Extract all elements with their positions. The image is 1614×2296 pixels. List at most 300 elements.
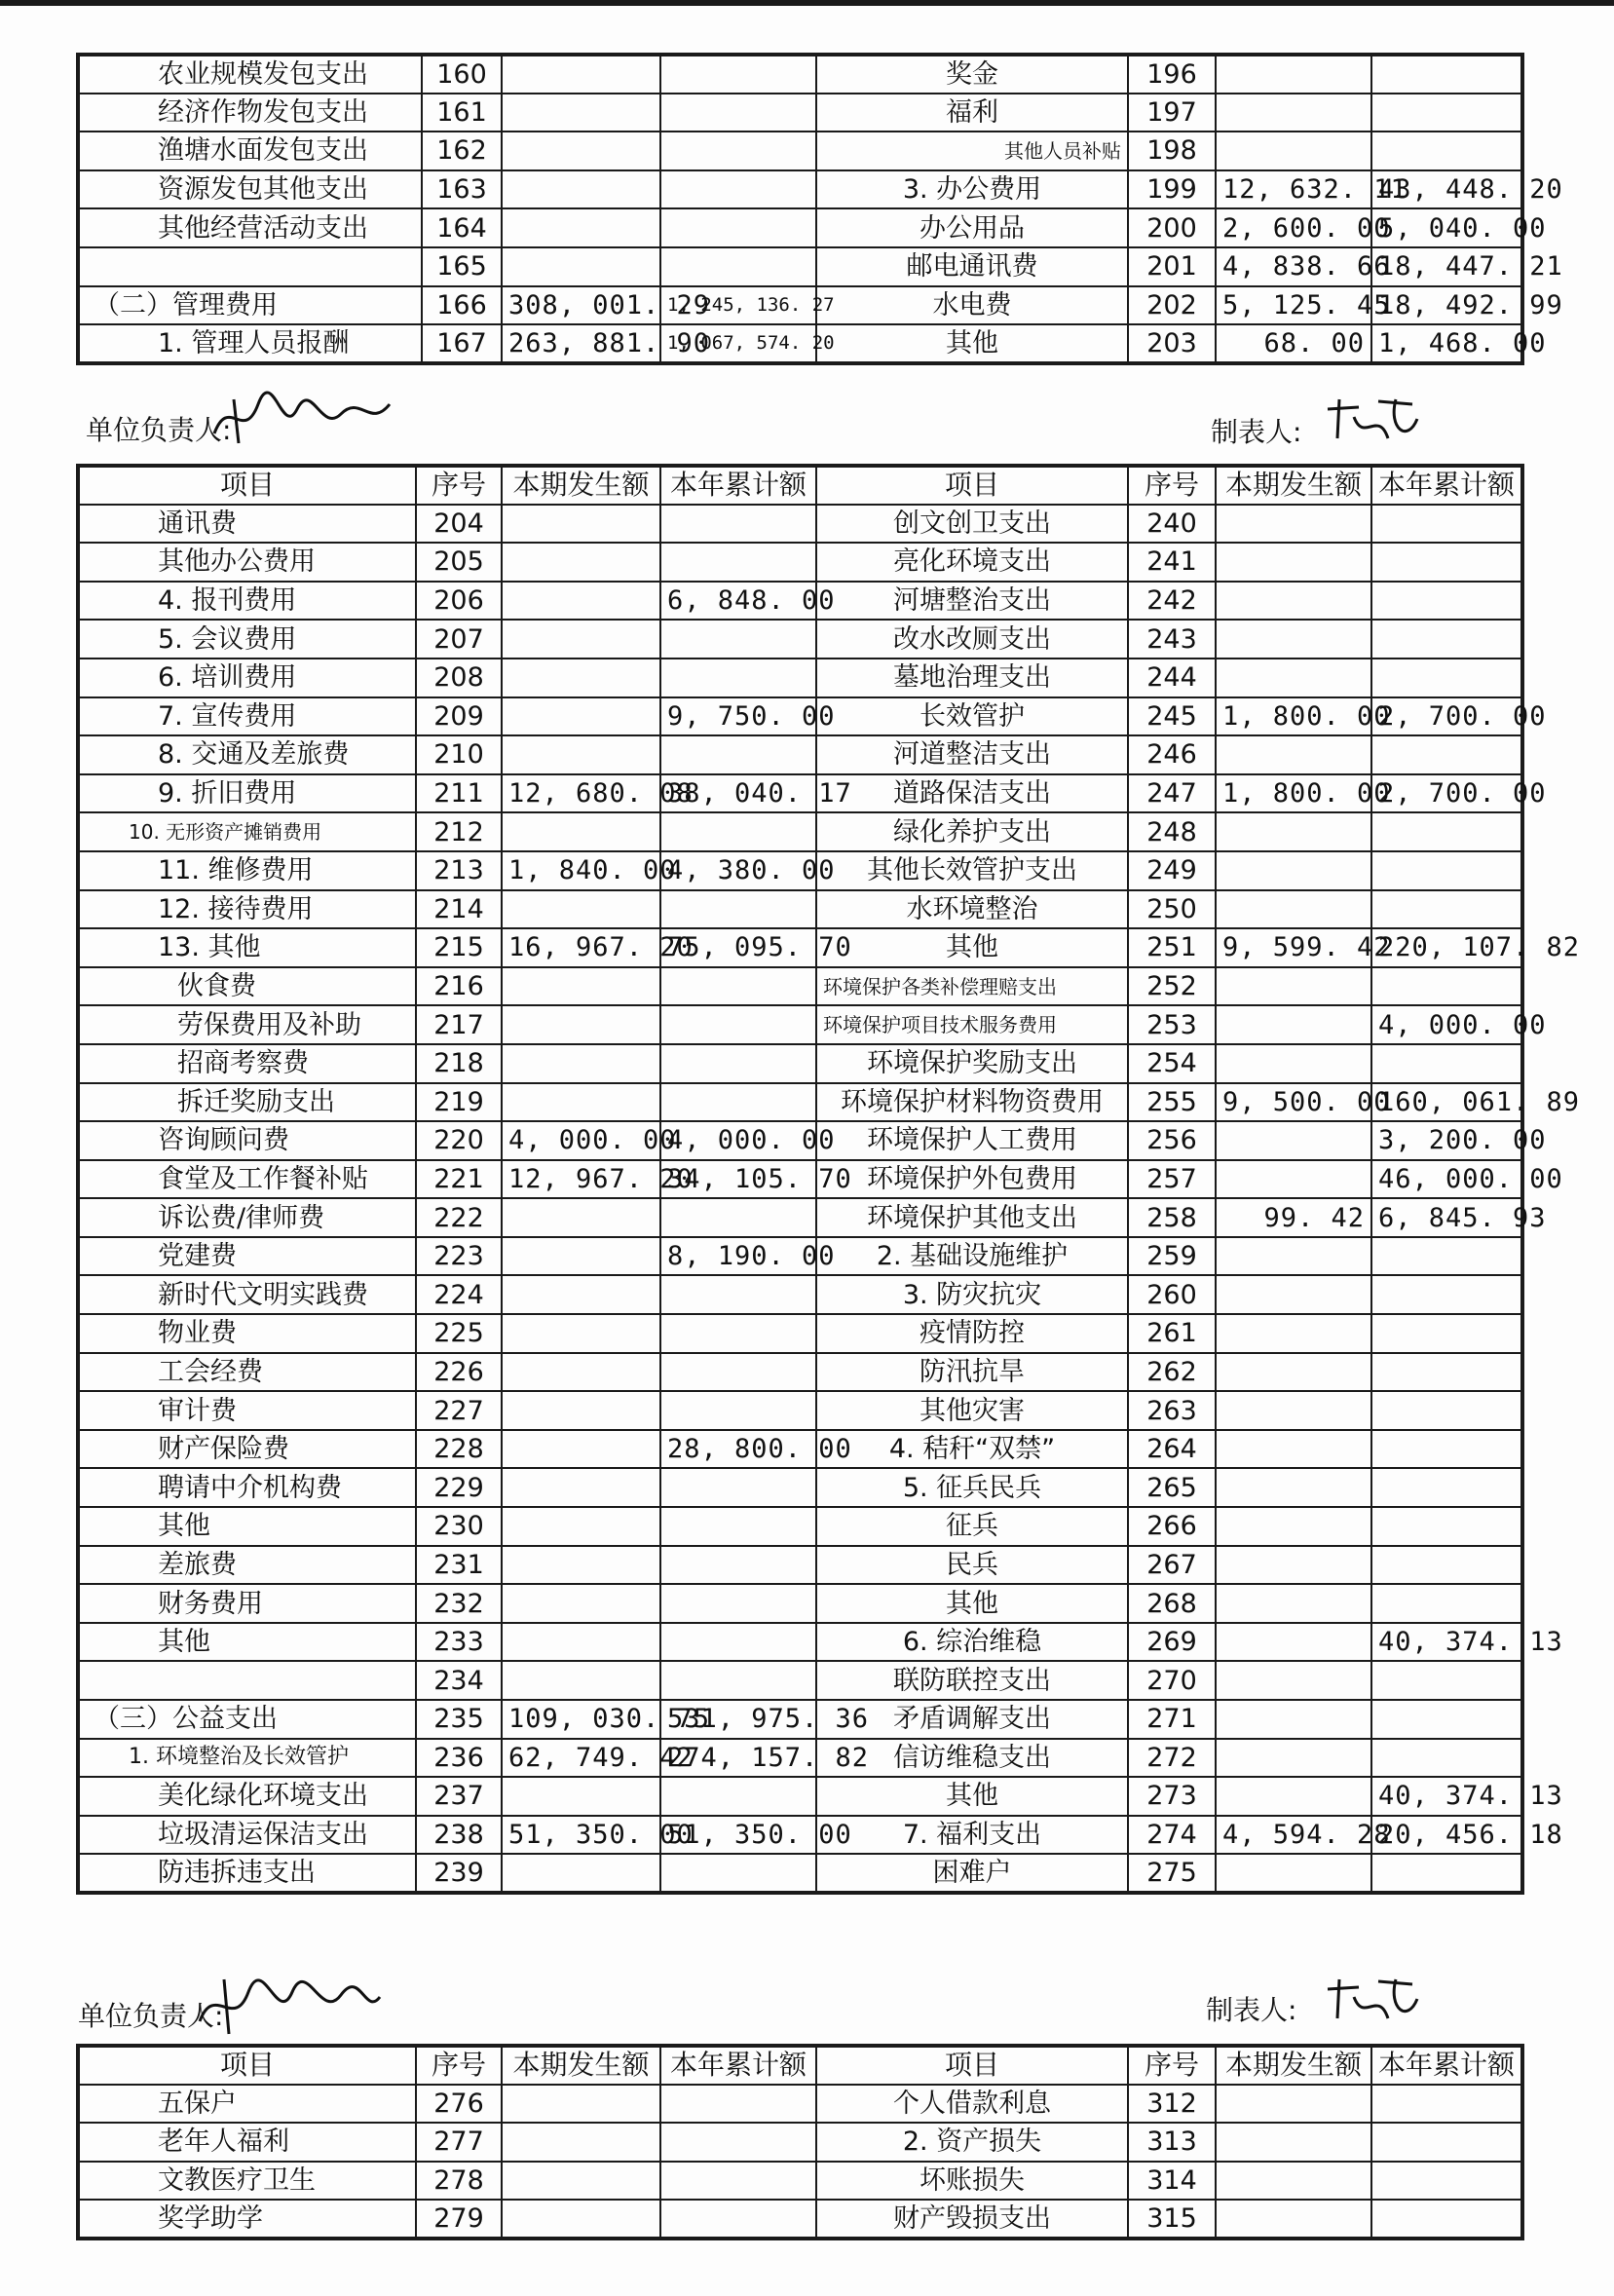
column-header-ytd: 本年累计额 — [1371, 2046, 1522, 2085]
item-name: 7. 福利支出 — [816, 1816, 1128, 1855]
item-name: 劳保费用及补助 — [78, 1005, 416, 1044]
table-row — [78, 967, 1522, 1006]
ytd-amount: 18, 447. 21 — [1371, 247, 1522, 286]
column-header-period: 本期发生额 — [1216, 466, 1371, 505]
row-number: 238 — [416, 1816, 502, 1855]
table-row — [78, 132, 1522, 170]
item-name: 伙食费 — [78, 967, 416, 1006]
period-amount: 5, 125. 45 — [1216, 286, 1371, 325]
ytd-amount: 6, 848. 00 — [660, 582, 816, 621]
ytd-amount — [1371, 1739, 1522, 1778]
period-amount — [1216, 1546, 1371, 1585]
ytd-amount — [1371, 1507, 1522, 1546]
row-number: 241 — [1128, 543, 1216, 582]
row-number: 312 — [1128, 2085, 1216, 2124]
table-row — [78, 286, 1522, 325]
table-row — [78, 1816, 1522, 1855]
table-row — [78, 851, 1522, 890]
row-number: 202 — [1128, 286, 1216, 325]
expense-table-1 — [76, 53, 1563, 365]
period-amount — [502, 1661, 660, 1700]
row-number: 239 — [416, 1854, 502, 1893]
header-row — [78, 466, 1522, 505]
row-number: 274 — [1128, 1816, 1216, 1855]
period-amount — [1216, 620, 1371, 659]
item-name: 3. 防灾抗灾 — [816, 1275, 1128, 1314]
item-name: 2. 基础设施维护 — [816, 1237, 1128, 1276]
item-name: 5. 征兵民兵 — [816, 1468, 1128, 1507]
period-amount: 308, 001. 29 — [502, 286, 660, 325]
ytd-amount: 6, 845. 93 — [1371, 1198, 1522, 1237]
ytd-amount — [1371, 1700, 1522, 1739]
period-amount — [502, 1353, 660, 1392]
row-number: 243 — [1128, 620, 1216, 659]
period-amount — [502, 132, 660, 170]
period-amount — [1216, 1160, 1371, 1199]
row-number: 232 — [416, 1584, 502, 1623]
item-name: 农业规模发包支出 — [78, 55, 422, 94]
period-amount: 9, 599. 42 — [1216, 928, 1371, 967]
period-amount — [1216, 582, 1371, 621]
table-row — [78, 1353, 1522, 1392]
item-name: 奖学助学 — [78, 2200, 416, 2239]
ytd-amount: 40, 374. 13 — [1371, 1623, 1522, 1662]
row-number: 196 — [1128, 55, 1216, 94]
period-amount — [1216, 1661, 1371, 1700]
column-header-ytd: 本年累计额 — [1371, 466, 1522, 505]
expense-table-2 — [76, 464, 1581, 1895]
ytd-amount — [1371, 2123, 1522, 2162]
item-name: 差旅费 — [78, 1546, 416, 1585]
period-amount — [502, 697, 660, 736]
unit-head-label-2: 单位负责人: — [78, 2000, 224, 2032]
item-name: 9. 折旧费用 — [78, 774, 416, 813]
period-amount — [502, 1314, 660, 1353]
ytd-amount — [1371, 2085, 1522, 2124]
item-name: 其他 — [816, 1777, 1128, 1816]
row-number: 273 — [1128, 1777, 1216, 1816]
row-number: 162 — [422, 132, 502, 170]
expense-table-3 — [76, 2044, 1524, 2240]
period-amount — [502, 620, 660, 659]
ytd-amount: 4, 380. 00 — [660, 851, 816, 890]
row-number: 161 — [422, 94, 502, 132]
row-number: 233 — [416, 1623, 502, 1662]
period-amount — [502, 170, 660, 209]
row-number: 217 — [416, 1005, 502, 1044]
period-amount — [1216, 890, 1371, 929]
row-number: 219 — [416, 1083, 502, 1122]
row-number: 214 — [416, 890, 502, 929]
period-amount — [1216, 812, 1371, 851]
table-row — [78, 2200, 1522, 2239]
period-amount — [1216, 1314, 1371, 1353]
row-number: 212 — [416, 812, 502, 851]
ytd-amount — [660, 1083, 816, 1122]
unit-head-signature-1 — [205, 385, 399, 453]
row-number: 206 — [416, 582, 502, 621]
ytd-amount — [1371, 582, 1522, 621]
column-header-ytd: 本年累计额 — [660, 466, 816, 505]
row-number: 248 — [1128, 812, 1216, 851]
item-name: 福利 — [816, 94, 1128, 132]
period-amount — [1216, 1700, 1371, 1739]
ytd-amount — [660, 132, 816, 170]
item-name: 聘请中介机构费 — [78, 1468, 416, 1507]
period-amount — [1216, 1468, 1371, 1507]
table-row — [78, 1661, 1522, 1700]
column-header-item: 项目 — [816, 2046, 1128, 2085]
item-name: （三）公益支出 — [78, 1700, 416, 1739]
ytd-amount — [1371, 1468, 1522, 1507]
column-header-no: 序号 — [1128, 466, 1216, 505]
row-number: 227 — [416, 1391, 502, 1430]
row-number: 249 — [1128, 851, 1216, 890]
item-name: 美化绿化环境支出 — [78, 1777, 416, 1816]
ytd-amount — [1371, 1237, 1522, 1276]
ytd-amount: 75, 095. 70 — [660, 928, 816, 967]
row-number: 235 — [416, 1700, 502, 1739]
item-name: 1. 环境整治及长效管护 — [78, 1739, 416, 1778]
item-name: 11. 维修费用 — [78, 851, 416, 890]
period-amount — [502, 1005, 660, 1044]
period-amount — [502, 94, 660, 132]
ytd-amount — [660, 1353, 816, 1392]
ytd-amount: 3, 200. 00 — [1371, 1121, 1522, 1160]
period-amount — [502, 208, 660, 247]
item-name: 绿化养护支出 — [816, 812, 1128, 851]
ytd-amount: 28, 800. 00 — [660, 1430, 816, 1469]
item-name: 其他 — [816, 928, 1128, 967]
ytd-amount — [660, 2200, 816, 2239]
ytd-amount — [660, 659, 816, 697]
item-name: 7. 宣传费用 — [78, 697, 416, 736]
period-amount — [502, 543, 660, 582]
item-name: 4. 报刊费用 — [78, 582, 416, 621]
table-row — [78, 1314, 1522, 1353]
row-number: 165 — [422, 247, 502, 286]
row-number: 275 — [1128, 1854, 1216, 1893]
item-name: 水电费 — [816, 286, 1128, 325]
ytd-amount — [660, 1044, 816, 1083]
row-number: 234 — [416, 1661, 502, 1700]
table-row — [78, 1854, 1522, 1893]
table-row — [78, 1430, 1522, 1469]
ytd-amount — [1371, 543, 1522, 582]
row-number: 265 — [1128, 1468, 1216, 1507]
ytd-amount: 5, 040. 00 — [1371, 208, 1522, 247]
period-amount: 12, 632. 11 — [1216, 170, 1371, 209]
row-number: 208 — [416, 659, 502, 697]
ytd-amount: 1, 245, 136. 27 — [660, 286, 816, 325]
period-amount — [502, 1237, 660, 1276]
item-name: 老年人福利 — [78, 2123, 416, 2162]
item-name: 垃圾清运保洁支出 — [78, 1816, 416, 1855]
item-name: 拆迁奖励支出 — [78, 1083, 416, 1122]
period-amount — [1216, 1430, 1371, 1469]
table-row — [78, 208, 1522, 247]
row-number: 251 — [1128, 928, 1216, 967]
item-name: 经济作物发包支出 — [78, 94, 422, 132]
row-number: 221 — [416, 1160, 502, 1199]
item-name: 其他办公费用 — [78, 543, 416, 582]
period-amount — [502, 1083, 660, 1122]
ytd-amount — [660, 2162, 816, 2201]
row-number: 314 — [1128, 2162, 1216, 2201]
table-row — [78, 735, 1522, 774]
period-amount: 263, 881. 90 — [502, 324, 660, 363]
ytd-amount — [660, 620, 816, 659]
table-row — [78, 1739, 1522, 1778]
ytd-amount — [660, 247, 816, 286]
ytd-amount — [660, 1314, 816, 1353]
row-number: 253 — [1128, 1005, 1216, 1044]
period-amount — [502, 659, 660, 697]
ytd-amount — [660, 1275, 816, 1314]
row-number: 240 — [1128, 505, 1216, 544]
ytd-amount — [1371, 1044, 1522, 1083]
preparer-signature-2 — [1320, 1970, 1427, 2033]
ytd-amount — [1371, 1854, 1522, 1893]
item-name: 防违拆违支出 — [78, 1854, 416, 1893]
preparer-signature-1 — [1320, 390, 1427, 453]
item-name: 奖金 — [816, 55, 1128, 94]
row-number: 220 — [416, 1121, 502, 1160]
ytd-amount: 34, 105. 70 — [660, 1160, 816, 1199]
period-amount — [502, 1584, 660, 1623]
item-name: 困难户 — [816, 1854, 1128, 1893]
table-row — [78, 1468, 1522, 1507]
table-row — [78, 582, 1522, 621]
ytd-amount: 274, 157. 82 — [660, 1739, 816, 1778]
table-row — [78, 812, 1522, 851]
table-row — [78, 1198, 1522, 1237]
row-number: 167 — [422, 324, 502, 363]
table-row — [78, 1623, 1522, 1662]
table-row — [78, 928, 1522, 967]
period-amount — [1216, 1353, 1371, 1392]
unit-head-label-1: 单位负责人: — [86, 414, 232, 446]
row-number: 203 — [1128, 324, 1216, 363]
table-row — [78, 1160, 1522, 1199]
period-amount — [502, 1275, 660, 1314]
item-name: 1. 管理人员报酬 — [78, 324, 422, 363]
row-number: 204 — [416, 505, 502, 544]
row-number: 246 — [1128, 735, 1216, 774]
period-amount — [502, 1854, 660, 1893]
ytd-amount — [660, 208, 816, 247]
ytd-amount: 40, 374. 13 — [1371, 1777, 1522, 1816]
column-header-period: 本期发生额 — [1216, 2046, 1371, 2085]
row-number: 160 — [422, 55, 502, 94]
period-amount — [1216, 1739, 1371, 1778]
ytd-amount — [1371, 659, 1522, 697]
column-header-period: 本期发生额 — [502, 2046, 660, 2085]
row-number: 269 — [1128, 1623, 1216, 1662]
row-number: 207 — [416, 620, 502, 659]
row-number: 245 — [1128, 697, 1216, 736]
ytd-amount: 20, 456. 18 — [1371, 1816, 1522, 1855]
period-amount: 1, 840. 00 — [502, 851, 660, 890]
table-row — [78, 324, 1522, 363]
item-name: 6. 综治维稳 — [816, 1623, 1128, 1662]
row-number: 229 — [416, 1468, 502, 1507]
item-name: 环境保护材料物资费用 — [816, 1083, 1128, 1122]
row-number: 218 — [416, 1044, 502, 1083]
item-name — [78, 247, 422, 286]
item-name: 办公用品 — [816, 208, 1128, 247]
table-row — [78, 1507, 1522, 1546]
preparer-label-1: 制表人: — [1211, 416, 1302, 448]
table-row — [78, 659, 1522, 697]
row-number: 261 — [1128, 1314, 1216, 1353]
ytd-amount — [660, 812, 816, 851]
item-name: 征兵 — [816, 1507, 1128, 1546]
period-amount: 9, 500. 00 — [1216, 1083, 1371, 1122]
item-name: 资源发包其他支出 — [78, 170, 422, 209]
period-amount: 1, 800. 00 — [1216, 697, 1371, 736]
period-amount — [1216, 1623, 1371, 1662]
table-row — [78, 543, 1522, 582]
table-row — [78, 1005, 1522, 1044]
period-amount — [502, 582, 660, 621]
table-row — [78, 1777, 1522, 1816]
period-amount — [502, 2200, 660, 2239]
period-amount: 16, 967. 20 — [502, 928, 660, 967]
ytd-amount — [1371, 620, 1522, 659]
table-row — [78, 774, 1522, 813]
row-number: 223 — [416, 1237, 502, 1276]
table-row — [78, 697, 1522, 736]
row-number: 224 — [416, 1275, 502, 1314]
ytd-amount — [660, 1854, 816, 1893]
row-number: 271 — [1128, 1700, 1216, 1739]
item-name: 环境保护项目技术服务费用 — [816, 1005, 1128, 1044]
row-number: 260 — [1128, 1275, 1216, 1314]
ytd-amount — [660, 967, 816, 1006]
row-number: 272 — [1128, 1739, 1216, 1778]
ytd-amount: 4, 000. 00 — [1371, 1005, 1522, 1044]
row-number: 278 — [416, 2162, 502, 2201]
item-name: 12. 接待费用 — [78, 890, 416, 929]
ytd-amount — [1371, 851, 1522, 890]
table-row — [78, 1121, 1522, 1160]
table-row — [78, 170, 1522, 209]
ytd-amount — [1371, 1584, 1522, 1623]
row-number: 270 — [1128, 1661, 1216, 1700]
ytd-amount — [1371, 1546, 1522, 1585]
row-number: 197 — [1128, 94, 1216, 132]
row-number: 242 — [1128, 582, 1216, 621]
ytd-amount — [660, 2123, 816, 2162]
row-number: 315 — [1128, 2200, 1216, 2239]
ytd-amount — [660, 2085, 816, 2124]
item-name: 墓地治理支出 — [816, 659, 1128, 697]
item-name: 环境保护外包费用 — [816, 1160, 1128, 1199]
period-amount — [1216, 967, 1371, 1006]
period-amount — [1216, 55, 1371, 94]
row-number: 199 — [1128, 170, 1216, 209]
item-name: 其他长效管护支出 — [816, 851, 1128, 890]
row-number: 254 — [1128, 1044, 1216, 1083]
item-name: 渔塘水面发包支出 — [78, 132, 422, 170]
ytd-amount: 1, 468. 00 — [1371, 324, 1522, 363]
ytd-amount: 9, 750. 00 — [660, 697, 816, 736]
period-amount — [1216, 1275, 1371, 1314]
top-border — [0, 0, 1614, 6]
ytd-amount: 220, 107. 82 — [1371, 928, 1522, 967]
period-amount — [1216, 659, 1371, 697]
item-name: （二）管理费用 — [78, 286, 422, 325]
ytd-amount — [1371, 2162, 1522, 2201]
item-name: 咨询顾问费 — [78, 1121, 416, 1160]
table-row — [78, 620, 1522, 659]
ytd-amount: 43, 448. 20 — [1371, 170, 1522, 209]
ytd-amount — [660, 1623, 816, 1662]
item-name: 疫情防控 — [816, 1314, 1128, 1353]
row-number: 226 — [416, 1353, 502, 1392]
ytd-amount — [660, 1468, 816, 1507]
row-number: 163 — [422, 170, 502, 209]
period-amount — [502, 2085, 660, 2124]
item-name: 环境保护奖励支出 — [816, 1044, 1128, 1083]
period-amount — [1216, 94, 1371, 132]
ytd-amount: 46, 000. 00 — [1371, 1160, 1522, 1199]
item-name: 其他人员补贴 — [816, 132, 1128, 170]
item-name: 矛盾调解支出 — [816, 1700, 1128, 1739]
item-name: 改水改厕支出 — [816, 620, 1128, 659]
table-row — [78, 1275, 1522, 1314]
item-name: 坏账损失 — [816, 2162, 1128, 2201]
period-amount — [1216, 1507, 1371, 1546]
item-name: 财产保险费 — [78, 1430, 416, 1469]
ytd-amount — [1371, 505, 1522, 544]
row-number: 255 — [1128, 1083, 1216, 1122]
period-amount — [1216, 1854, 1371, 1893]
period-amount — [502, 505, 660, 544]
table-row — [78, 1584, 1522, 1623]
period-amount — [1216, 505, 1371, 544]
ytd-amount — [1371, 1275, 1522, 1314]
row-number: 237 — [416, 1777, 502, 1816]
table-row — [78, 2085, 1522, 2124]
row-number: 313 — [1128, 2123, 1216, 2162]
ytd-amount: 2, 700. 00 — [1371, 697, 1522, 736]
row-number: 268 — [1128, 1584, 1216, 1623]
ytd-amount — [1371, 55, 1522, 94]
ytd-amount — [1371, 1661, 1522, 1700]
period-amount — [1216, 1777, 1371, 1816]
column-header-no: 序号 — [1128, 2046, 1216, 2085]
row-number: 279 — [416, 2200, 502, 2239]
ytd-amount — [660, 1507, 816, 1546]
ytd-amount — [1371, 1314, 1522, 1353]
ytd-amount: 51, 350. 00 — [660, 1816, 816, 1855]
period-amount: 109, 030. 75 — [502, 1700, 660, 1739]
table-row — [78, 2162, 1522, 2201]
row-number: 231 — [416, 1546, 502, 1585]
ytd-amount — [1371, 1353, 1522, 1392]
period-amount — [502, 1507, 660, 1546]
period-amount — [1216, 851, 1371, 890]
period-amount: 4, 838. 66 — [1216, 247, 1371, 286]
row-number: 259 — [1128, 1237, 1216, 1276]
item-name: 招商考察费 — [78, 1044, 416, 1083]
ytd-amount: 4, 000. 00 — [660, 1121, 816, 1160]
period-amount — [1216, 735, 1371, 774]
period-amount: 2, 600. 00 — [1216, 208, 1371, 247]
ytd-amount: 160, 061. 89 — [1371, 1083, 1522, 1122]
